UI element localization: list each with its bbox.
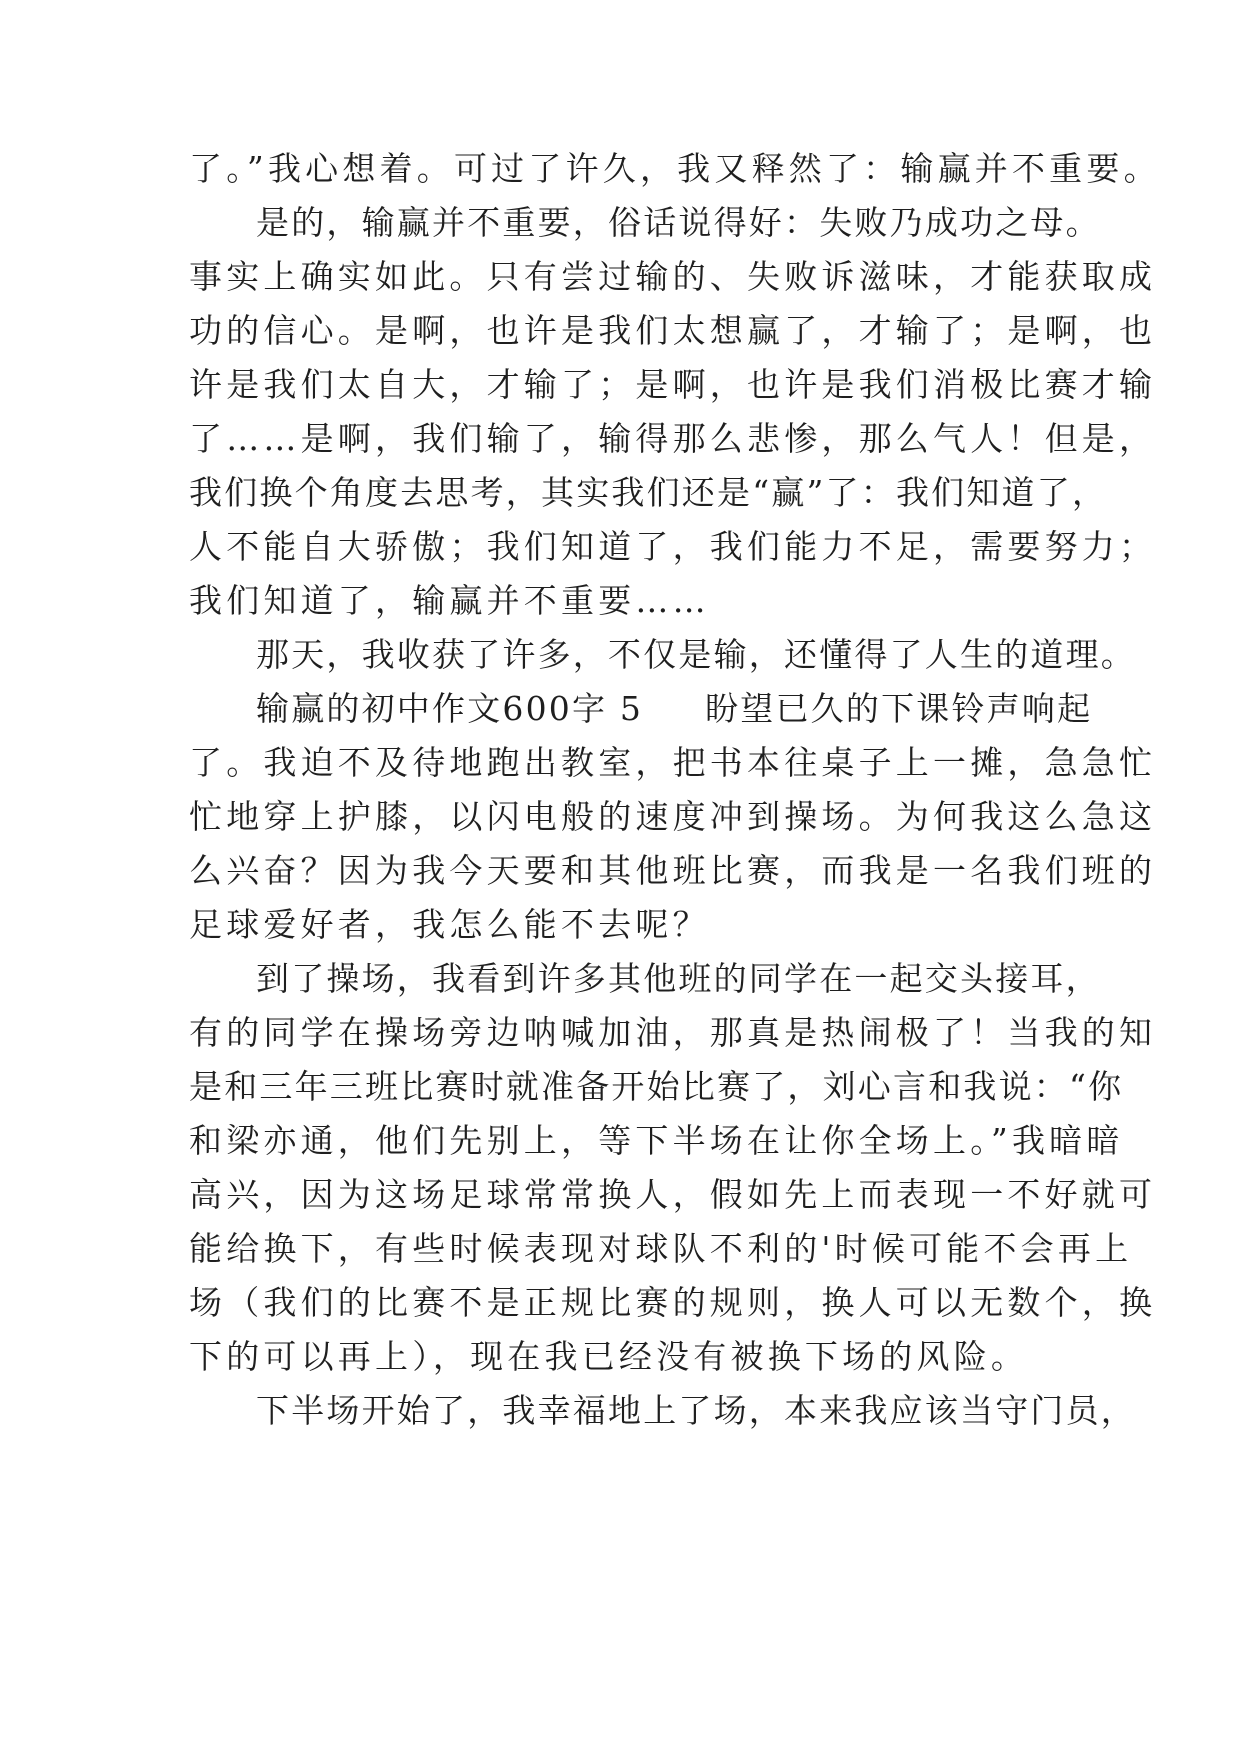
text-line: 和梁亦通，他们先别上，等下半场在让你全场上。”我暗暗 — [189, 1121, 1124, 1160]
section-heading-line — [256, 686, 1136, 732]
text-line: 了。我迫不及待地跑出教室，把书本往桌子上一摊，急急忙 — [189, 743, 1157, 782]
essay-title: 输赢的初中作文600字 5 — [256, 689, 644, 728]
text-line: 有的同学在操场旁边呐喊加油，那真是热闹极了！当我的知 — [189, 1013, 1157, 1052]
text-line: 下半场开始了，我幸福地上了场，本来我应该当守门员， — [256, 1391, 1136, 1430]
text-line: 了。”我心想着。可过了许久，我又释然了：输赢并不重要。 — [189, 149, 1161, 188]
text-line: 到了操场，我看到许多其他班的同学在一起交头接耳， — [256, 959, 1101, 998]
text-line: 功的信心。是啊，也许是我们太想赢了，才输了；是啊，也 — [189, 311, 1157, 350]
text-line: 人不能自大骄傲；我们知道了，我们能力不足，需要努力； — [189, 527, 1157, 566]
text-line: 事实上确实如此。只有尝过输的、失败诉滋味，才能获取成 — [189, 257, 1157, 296]
text-line: 那天，我收获了许多，不仅是输，还懂得了人生的道理。 — [256, 635, 1136, 674]
text-line: 能给换下，有些时候表现对球队不利的'时候可能不会再上 — [189, 1229, 1133, 1268]
text-line: 足球爱好者，我怎么能不去呢？ — [189, 905, 710, 944]
text-line: 下的可以再上），现在我已经没有被换下场的风险。 — [189, 1337, 1029, 1376]
text-line: 忙地穿上护膝，以闪电般的速度冲到操场。为何我这么急这 — [189, 797, 1157, 836]
text-line: 许是我们太自大，才输了；是啊，也许是我们消极比赛才输 — [189, 365, 1157, 404]
heading-continuation: 盼望已久的下课铃声响起 — [705, 689, 1093, 728]
text-line: 了……是啊，我们输了，输得那么悲惨，那么气人！但是， — [189, 419, 1157, 458]
text-line: 我们知道了，输赢并不重要…… — [189, 581, 710, 620]
text-line: 么兴奋？因为我今天要和其他班比赛，而我是一名我们班的 — [189, 851, 1157, 890]
text-line: 是和三年三班比赛时就准备开始比赛了，刘心言和我说：“你 — [189, 1067, 1124, 1106]
text-line: 我们换个角度去思考，其实我们还是“赢”了：我们知道了， — [189, 473, 1108, 512]
text-line: 是的，输赢并不重要，俗话说得好：失败乃成功之母。 — [256, 203, 1101, 242]
text-line: 高兴，因为这场足球常常换人，假如先上而表现一不好就可 — [189, 1175, 1157, 1214]
text-line: 场（我们的比赛不是正规比赛的规则，换人可以无数个，换 — [189, 1283, 1157, 1322]
